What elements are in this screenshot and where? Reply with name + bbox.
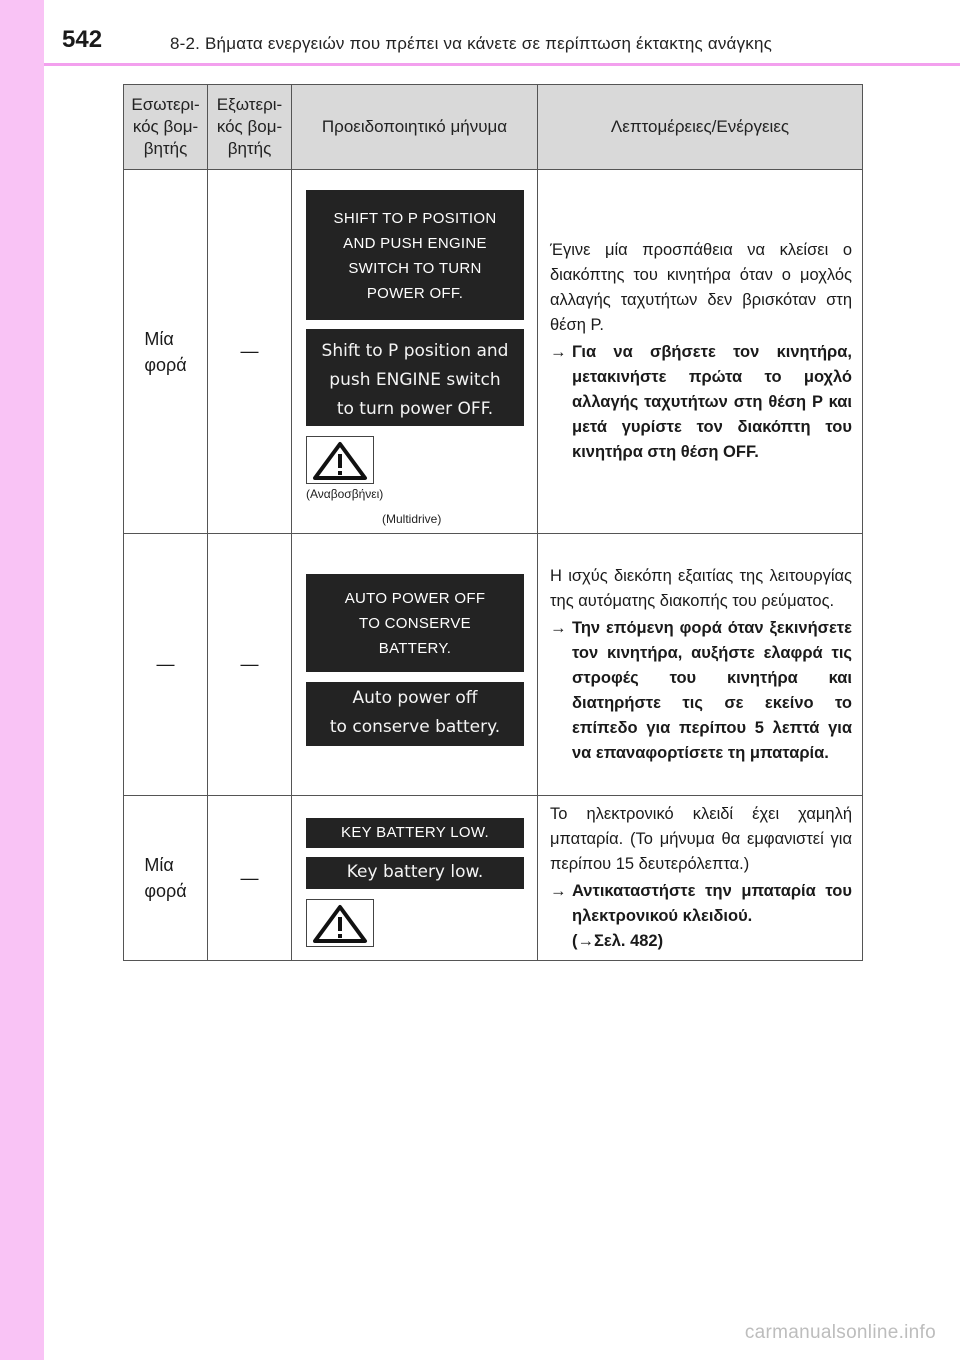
warning-triangle-icon xyxy=(306,436,374,484)
details-cell xyxy=(538,170,863,534)
page-number: 542 xyxy=(62,26,103,53)
message-display-caps: SHIFT TO P POSITION AND PUSH ENGINE SWITCH TO TURN POWER OFF. xyxy=(306,190,524,320)
warning-message-cell xyxy=(292,534,538,796)
details-cell xyxy=(538,796,863,961)
details-cell xyxy=(538,534,863,796)
site-watermark: carmanualsonline.info xyxy=(744,1322,936,1343)
outer-buzzer-cell: — xyxy=(208,534,292,796)
message-display-script: Auto power off to conserve battery. xyxy=(306,682,524,746)
table-row xyxy=(124,170,863,534)
warning-message-cell xyxy=(292,170,538,534)
outer-buzzer-cell: — xyxy=(208,796,292,961)
inner-buzzer-cell: Μία φορά xyxy=(124,170,208,534)
detail-text: Το ηλεκτρονικό κλειδί έχει χαμηλή μπαταρία. (Το μήνυμα θα εμφανιστεί για περίπου 15 δευτερόλεπτα.) xyxy=(550,805,852,873)
message-display-caps: AUTO POWER OFF TO CONSERVE BATTERY. xyxy=(306,574,524,672)
action-text: Την επόμενη φορά όταν ξεκινήσετε τον κινητήρα, αυξήστε ελαφρά τις στροφές του κινητήρα και διατηρήστε τις σε εκείνο το επίπεδο για περίπου 5 λεπτά για να επαναφορτίσετε τη μπαταρία. xyxy=(572,618,852,762)
inner-buzzer-cell: — xyxy=(124,534,208,796)
header-details-actions: Λεπτομέρειες/Ενέργειες xyxy=(538,85,863,170)
table-row xyxy=(124,534,863,796)
side-color-band xyxy=(0,0,44,1360)
multidrive-note: (Multidrive) xyxy=(382,512,442,526)
table-header-row xyxy=(124,85,863,170)
header-outer-buzzer: Εξωτερι- κός βομ- βητής xyxy=(208,85,292,170)
inner-buzzer-cell: Μία φορά xyxy=(124,796,208,961)
table-row xyxy=(124,796,863,961)
header-warning-message: Προειδοποιητικό μήνυμα xyxy=(292,85,538,170)
arrow-icon: → xyxy=(550,882,567,900)
detail-text: Η ισχύς διεκόπη εξαιτίας της λειτουργίας της αυτόματης διακοπής του ρεύματος. xyxy=(550,566,852,610)
warning-message-cell xyxy=(292,796,538,961)
message-display-caps: KEY BATTERY LOW. xyxy=(306,818,524,848)
action-instruction xyxy=(550,879,852,954)
action-text: Αντικαταστήστε την μπαταρία του ηλεκτρονικού κλειδιού. xyxy=(572,882,852,925)
action-instruction xyxy=(550,340,852,465)
arrow-icon: → xyxy=(550,618,567,637)
action-instruction xyxy=(550,616,852,766)
detail-text: Έγινε μία προσπάθεια να κλείσει ο διακόπτης του κινητήρα όταν ο μοχλός αλλαγής ταχυτήτων δεν βρισκόταν στη θέση P. xyxy=(550,241,852,334)
action-text: Για να σβήσετε τον κινητήρα, μετακινήστε πρώτα το μοχλό αλλαγής ταχυτήτων στη θέση P και μετά γυρίστε τον διακόπτη του κινητήρα στη θέση OFF. xyxy=(572,343,852,461)
header-inner-buzzer: Εσωτερι- κός βομ- βητής xyxy=(124,85,208,170)
warning-messages-table xyxy=(123,84,863,961)
message-display-script: Shift to P position and push ENGINE switch to turn power OFF. xyxy=(306,329,524,426)
header-divider xyxy=(44,63,960,66)
arrow-icon: → xyxy=(550,343,567,361)
blinking-note: (Αναβοσβήνει) xyxy=(306,487,384,501)
page-reference: (→Σελ. 482) xyxy=(572,932,664,950)
section-title: 8-2. Βήματα ενεργειών που πρέπει να κάνετε σε περίπτωση έκτακτης ανάγκης xyxy=(170,34,773,53)
outer-buzzer-cell: — xyxy=(208,170,292,534)
warning-triangle-icon xyxy=(306,899,374,947)
message-display-script: Key battery low. xyxy=(306,857,524,889)
